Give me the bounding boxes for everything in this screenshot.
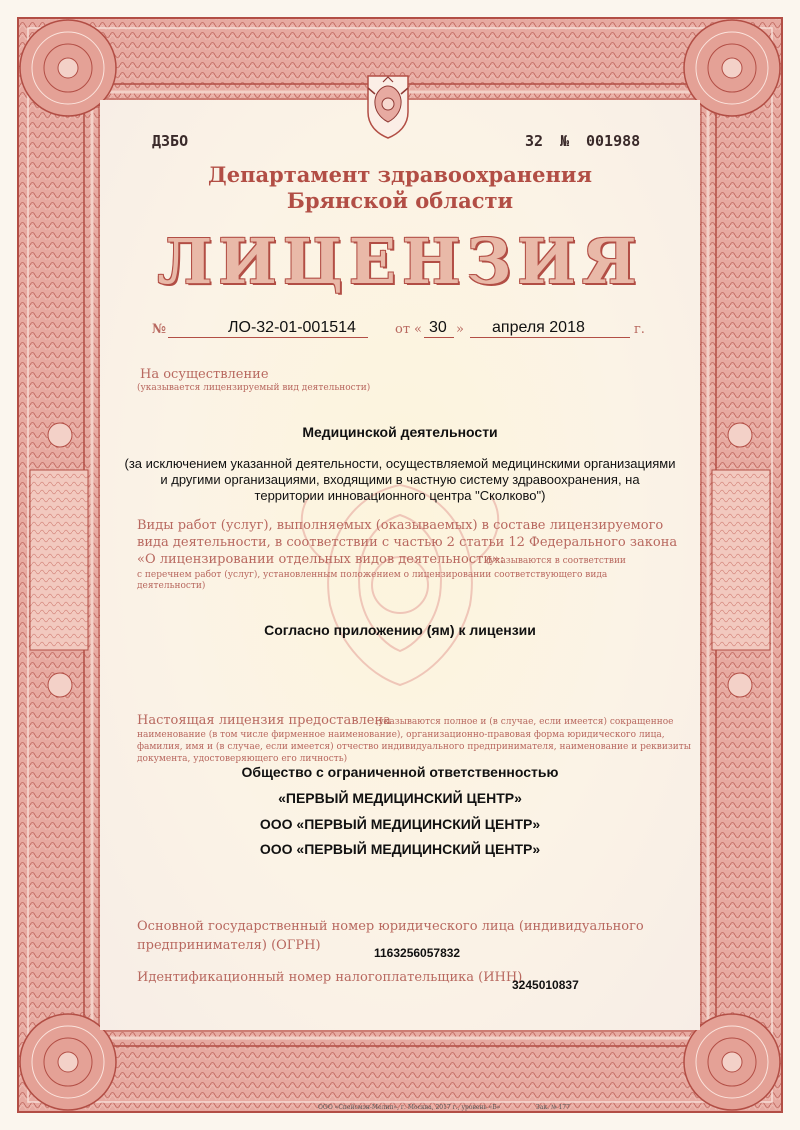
activity-hint: (указывается лицензируемый вид деятельности): [137, 383, 371, 393]
license-from-label: от: [395, 322, 411, 337]
works-line3: «О лицензировании отдельных видов деятельности»:: [137, 552, 505, 567]
license-no-label: №: [152, 322, 167, 337]
department-line2: Брянской области: [286, 188, 514, 213]
form-number-sign: №: [560, 132, 570, 150]
licensee-hint1: (указываются полное и (в случае, если имеется) сокращенное: [375, 717, 674, 727]
licensee-hint3: фамилия, имя и (в случае, если имеется) отчество индивидуального предпринимателя, наименование и реквизиты: [137, 742, 691, 752]
licensee-name-line3: ООО «ПЕРВЫЙ МЕДИЦИНСКИЙ ЦЕНТР»: [259, 816, 541, 832]
department-line1: Департамент здравоохранения: [208, 162, 592, 187]
ogrn-label-line2: предпринимателя) (ОГРН): [137, 938, 321, 953]
inn-value: 3245010837: [512, 978, 579, 992]
works-line3-hint: (указываются в соответствии: [486, 556, 626, 566]
activity-label: На осуществление: [140, 367, 269, 382]
license-month-year: апреля 2018: [492, 319, 585, 336]
license-year-suffix: г.: [634, 322, 645, 337]
license-number: ЛО-32-01-001514: [228, 319, 356, 336]
inn-label: Идентификационный номер налогоплательщика (ИНН): [137, 970, 523, 985]
license-day: 30: [429, 319, 447, 336]
activity-exclusion-line3: территории инновационного центра "Сколково"): [254, 488, 546, 503]
form-code: ДЗБО: [152, 132, 189, 150]
ogrn-label-line1: Основной государственный номер юридического лица (индивидуального: [137, 919, 644, 934]
activity-exclusion-line2: и другими организациями, входящими в частную систему здравоохранения, на: [160, 472, 640, 487]
licensee-name-line2: «ПЕРВЫЙ МЕДИЦИНСКИЙ ЦЕНТР»: [278, 790, 522, 806]
license-quote-close: »: [456, 322, 464, 337]
printer-order: Зак. № 177: [536, 1104, 570, 1111]
activity-exclusion-line1: (за исключением указанной деятельности, осуществляемой медицинскими организациями: [124, 456, 676, 471]
works-value: Согласно приложению (ям) к лицензии: [264, 622, 536, 638]
licensee-name-line4: ООО «ПЕРВЫЙ МЕДИЦИНСКИЙ ЦЕНТР»: [259, 841, 541, 857]
works-line4: с перечнем работ (услуг), установленным положением о лицензировании соответствующего вида: [137, 570, 608, 580]
works-line2: вида деятельности, в соответствии с частью 2 статьи 12 Федерального закона: [137, 535, 678, 550]
form-number: 001988: [586, 132, 641, 150]
form-series: 32: [525, 132, 544, 150]
printer-info: ООО «Спейсмэн-Мелип», г. Москва, 2017 г., уровень «Б»: [318, 1104, 501, 1111]
works-line5: деятельности): [137, 581, 206, 591]
ogrn-value: 1163256057832: [374, 946, 461, 960]
license-quote-open: «: [414, 322, 422, 337]
document-title: ЛИЦЕНЗИЯ: [157, 225, 643, 298]
licensee-label: Настоящая лицензия предоставлена: [137, 713, 391, 728]
licensee-name-line1: Общество с ограниченной ответственностью: [241, 764, 559, 780]
activity-name: Медицинской деятельности: [302, 424, 498, 440]
works-line1: Виды работ (услуг), выполняемых (оказываемых) в составе лицензируемого: [137, 518, 664, 533]
licensee-hint4: документа, удостоверяющего его личность): [137, 754, 348, 764]
coat-of-arms-icon: [362, 72, 414, 140]
licensee-hint2: наименование (в том числе фирменное наименование), организационно-правовая форма юридического лица,: [137, 730, 665, 740]
